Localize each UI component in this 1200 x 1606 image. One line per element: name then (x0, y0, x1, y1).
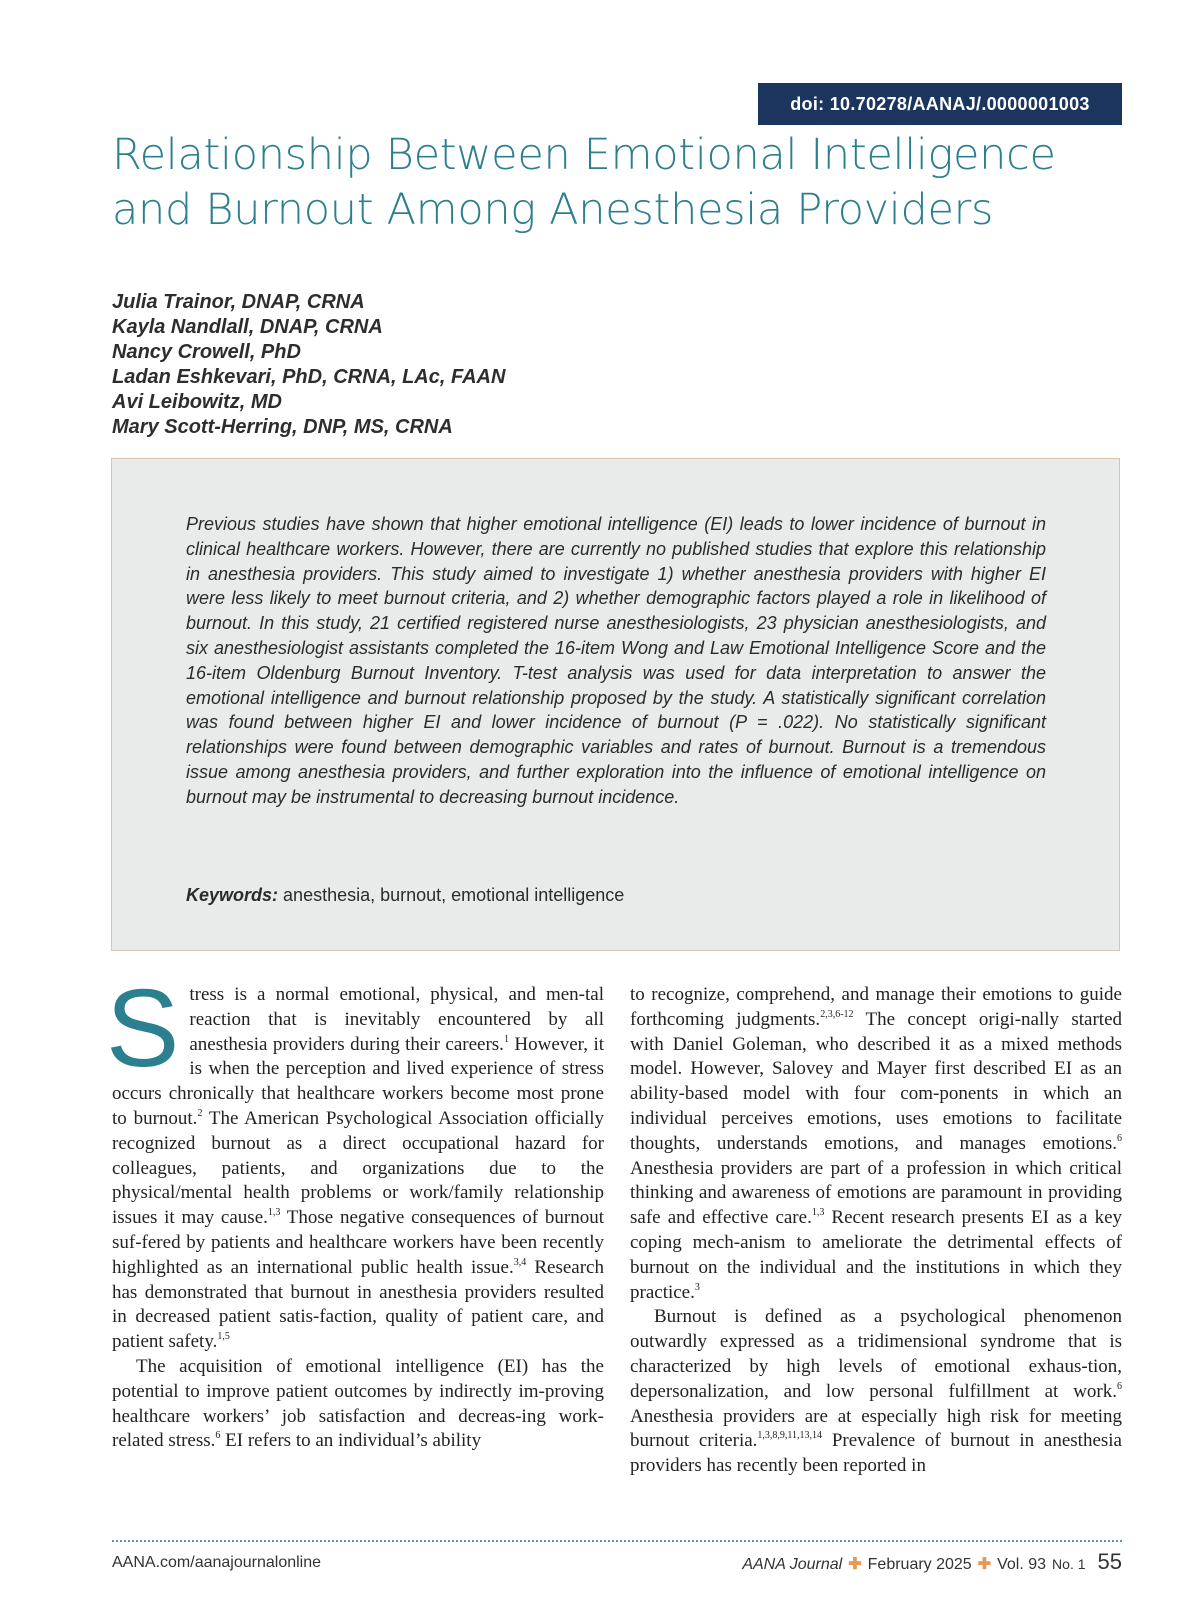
footer-divider (112, 1540, 1122, 1542)
body-paragraph: to recognize, comprehend, and manage their emotions to guide forthcoming judgments.$^{2,3,6-12}$ The concept origi-nally started with Daniel Goleman, who described it as a mixed methods model. However, Salovey and Mayer first described EI as an ability-based model with four com-ponents in which an individual perceives emotions, uses emotions to facilitate thoughts, understands emotions, and manages emotions.$^6$ Anesthesia providers are part of a profession in which critical thinking and awareness of emotions are paramount in providing safe and effective care.$^{1,3}$ Recent research presents EI as a key coping mech-anism to ameliorate the detrimental effects of burnout on the individual and the institutions in which they practice.$^3$ (630, 984, 1123, 1303)
footer-url[interactable]: AANA.com/aanajournalonline (112, 1554, 322, 1571)
issue-date: February 2025 (867, 1556, 972, 1573)
citation[interactable]: 1,3,8,9,11,13,14 (757, 1430, 823, 1442)
citation[interactable]: 6 (1117, 1380, 1122, 1392)
author: Ladan Eshkevari, PhD, CRNA, LAc, FAAN (112, 366, 506, 388)
citation[interactable]: 1,5 (217, 1331, 230, 1343)
citation[interactable]: 2,3,6-12 (820, 1008, 854, 1020)
issue-number: No. 1 (1052, 1556, 1086, 1572)
citation[interactable]: 3 (694, 1281, 700, 1293)
doi-badge[interactable]: doi: 10.70278/AANAJ/.0000001003 (758, 83, 1122, 125)
body-column-left (106, 967, 605, 1454)
citation[interactable]: 1 (503, 1033, 509, 1045)
citation[interactable]: 6 (215, 1430, 221, 1442)
author: Avi Leibowitz, MD (112, 391, 282, 413)
drop-cap: S (106, 967, 180, 1090)
body-column-right (630, 983, 1122, 1479)
cross-separator-icon: ✚ (977, 1556, 992, 1573)
body-paragraph: Stress is a normal emotional, physical, and men-tal reaction that is inevitably encountered by all anesthesia providers during their careers.$^1$ However, it is when the perception and lived experience of stress occurs chronically that healthcare workers become most prone to burnout.$^2$ The American Psychological Association officially recognized burnout as a direct occupational hazard for colleagues, patients, and organizations due to the physical/mental health problems or work/family relationship issues it may cause.$^{1,3}$ Those negative consequences of burnout suf-fered by patients and healthcare workers have been recently highlighted as an international public health issue.$^{3,4}$ Research has demonstrated that burnout in anesthesia providers resulted in decreased patient satis-faction, quality of patient care, and patient safety.$^{1,5}$ (106, 967, 605, 1353)
title-line-2: and Burnout Among Anesthesia Providers (112, 185, 994, 235)
body-paragraph: Burnout is defined as a psychological phenomenon outwardly expressed as a tridimensional syndrome that is characterized by high levels of emotional exhaus-tion, depersonalization, and low personal fulfillment at work.$^6$ Anesthesia providers are at especially high risk for meeting burnout criteria.$^{1,3,8,9,11,13,14}$ Prevalence of burnout in anesthesia providers has recently been reported in (630, 1306, 1122, 1477)
volume: Vol. 93 (997, 1556, 1047, 1573)
journal-name: AANA Journal (742, 1556, 843, 1573)
citation[interactable]: 2 (197, 1107, 203, 1119)
body-paragraph: The acquisition of emotional intelligence (EI) has the potential to improve patient outcomes by indirectly im-proving healthcare workers’ job satisfaction and decreas-ing work-related stress.$^6$ EI refers to an individual’s ability (112, 1355, 604, 1452)
footer-citation (742, 1549, 1122, 1575)
citation[interactable]: 6 (1117, 1132, 1122, 1144)
author: Kayla Nandlall, DNAP, CRNA (112, 316, 383, 338)
title-line-1: Relationship Between Emotional Intelligence (112, 130, 1056, 180)
cross-separator-icon: ✚ (848, 1556, 862, 1573)
abstract-text: Previous studies have shown that higher emotional intelligence (EI) leads to lower incidence of burnout in clinical healthcare workers. However, there are currently no published studies that explore this relationship in anesthesia providers. This study aimed to investigate 1) whether anesthesia providers with higher EI were less likely to meet burnout criteria, and 2) whether demographic factors played a role in likelihood of burnout. In this study, 21 certified registered nurse anesthesiologists, 23 physician anesthesiologists, and six anesthesiologist assistants completed the 16-item Wong and Law Emotional Intelligence Score and the 16-item Oldenburg Burnout Inventory. T-test analysis was used for data interpretation to answer the emotional intelligence and burnout relationship proposed by the study. A statistically significant correlation was found between higher EI and lower incidence of burnout (P = .022). No statistically significant relationships were found between demographic variables and rates of burnout. Burnout is a tremendous issue among anesthesia providers, and further exploration into the influence of emotional intelligence on burnout may be instrumental to decreasing burnout incidence. (186, 514, 1046, 807)
author: Julia Trainor, DNAP, CRNA (112, 291, 365, 313)
citation[interactable]: 1,3 (811, 1207, 825, 1219)
article-title (112, 128, 1122, 238)
page-number: 55 (1097, 1549, 1122, 1574)
citation[interactable]: 3,4 (513, 1256, 527, 1268)
abstract-box (111, 458, 1120, 951)
keywords-label: Keywords: (186, 885, 279, 905)
author-list (112, 290, 505, 440)
citation[interactable]: 1,3 (267, 1207, 281, 1219)
keywords (186, 885, 624, 906)
author: Mary Scott-Herring, DNP, MS, CRNA (112, 416, 453, 438)
author: Nancy Crowell, PhD (112, 341, 301, 363)
keywords-value: anesthesia, burnout, emotional intelligence (283, 885, 625, 905)
